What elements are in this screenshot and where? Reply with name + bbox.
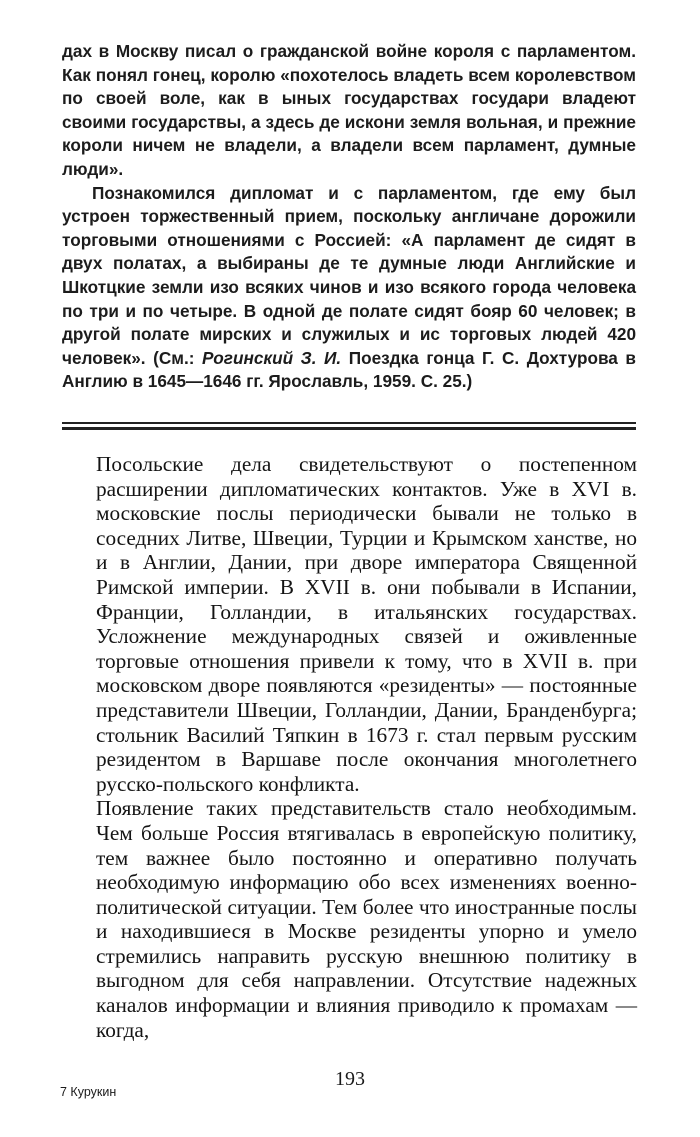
page-number: 193 [335, 1068, 365, 1090]
main-paragraph-2: Появление таких представительств стало необходимым. Чем больше Россия втягивалась в европейскую политику, тем важнее было постоянно и оперативно получать необходимую информацию обо всех изменениях военно-политической ситуации. Тем более что иностранные послы и находившиеся в Москве резиденты упорно и умело стремились направить русскую внешнюю политику в выгодном для себя направлении. Отсутствие надежных каналов информации и влияния приводило к промахам — когда, [96, 796, 637, 1042]
sidebar-quote-block [62, 40, 636, 394]
printer-signature: 7 Курукин [60, 1085, 117, 1099]
main-paragraph-1: Посольские дела свидетельствуют о постепенном расширении дипломатических контактов. Уже в XVI в. московские послы периодически бывали не только в соседних Литве, Швеции, Турции и Крымском ханстве, но и в Англии, Дании, при дворе императора Священной Римской империи. В XVII в. они побывали в Испании, Франции, Голландии, в итальянских государствах. Усложнение международных связей и оживленные торговые отношения привели к тому, что в XVII в. при московском дворе появляются «резиденты» — постоянные представители Швеции, Голландии, Дании, Бранденбурга; стольник Василий Тяпкин в 1673 г. стал первым русским резидентом в Варшаве после окончания многолетнего русско-польского конфликта. [96, 452, 637, 796]
sidebar-paragraph-1: дах в Москву писал о гражданской войне короля с парламентом. Как понял гонец, королю «похотелось владеть всем королевством по своей воле, как в ыных государствах государи владеют своими государствы, а здесь де искони земля вольная, и прежние короли ничем не владели, а владели всем парламент, думные люди». [62, 41, 636, 179]
sidebar-paragraph-2 [62, 182, 636, 394]
citation-source: Поездка гонца Г. С. Дохтурова в Англию в 1645—1646 гг. Ярославль, 1959. С. 25.) [62, 347, 636, 392]
main-text-block [96, 452, 637, 1042]
divider-thin [62, 422, 636, 424]
sidebar-paragraph-2-text: Познакомился дипломат и с парламентом, где ему был устроен торжественный прием, поскольку англичане дорожили торговыми отношениями с Россией: «А парламент де сидят в двух полатах, а выбираны де те думные люди Английские и Шкотцкие земли изо всяких чинов и изо всякого города человека по три и по четыре. В одной де полате сидят бояр 60 человек; в другой полате мирских и служилых и ис торговых людей 420 человек». (См.: [62, 182, 636, 368]
divider-thick [62, 427, 636, 430]
citation-author: Рогинский З. И. [202, 347, 342, 368]
